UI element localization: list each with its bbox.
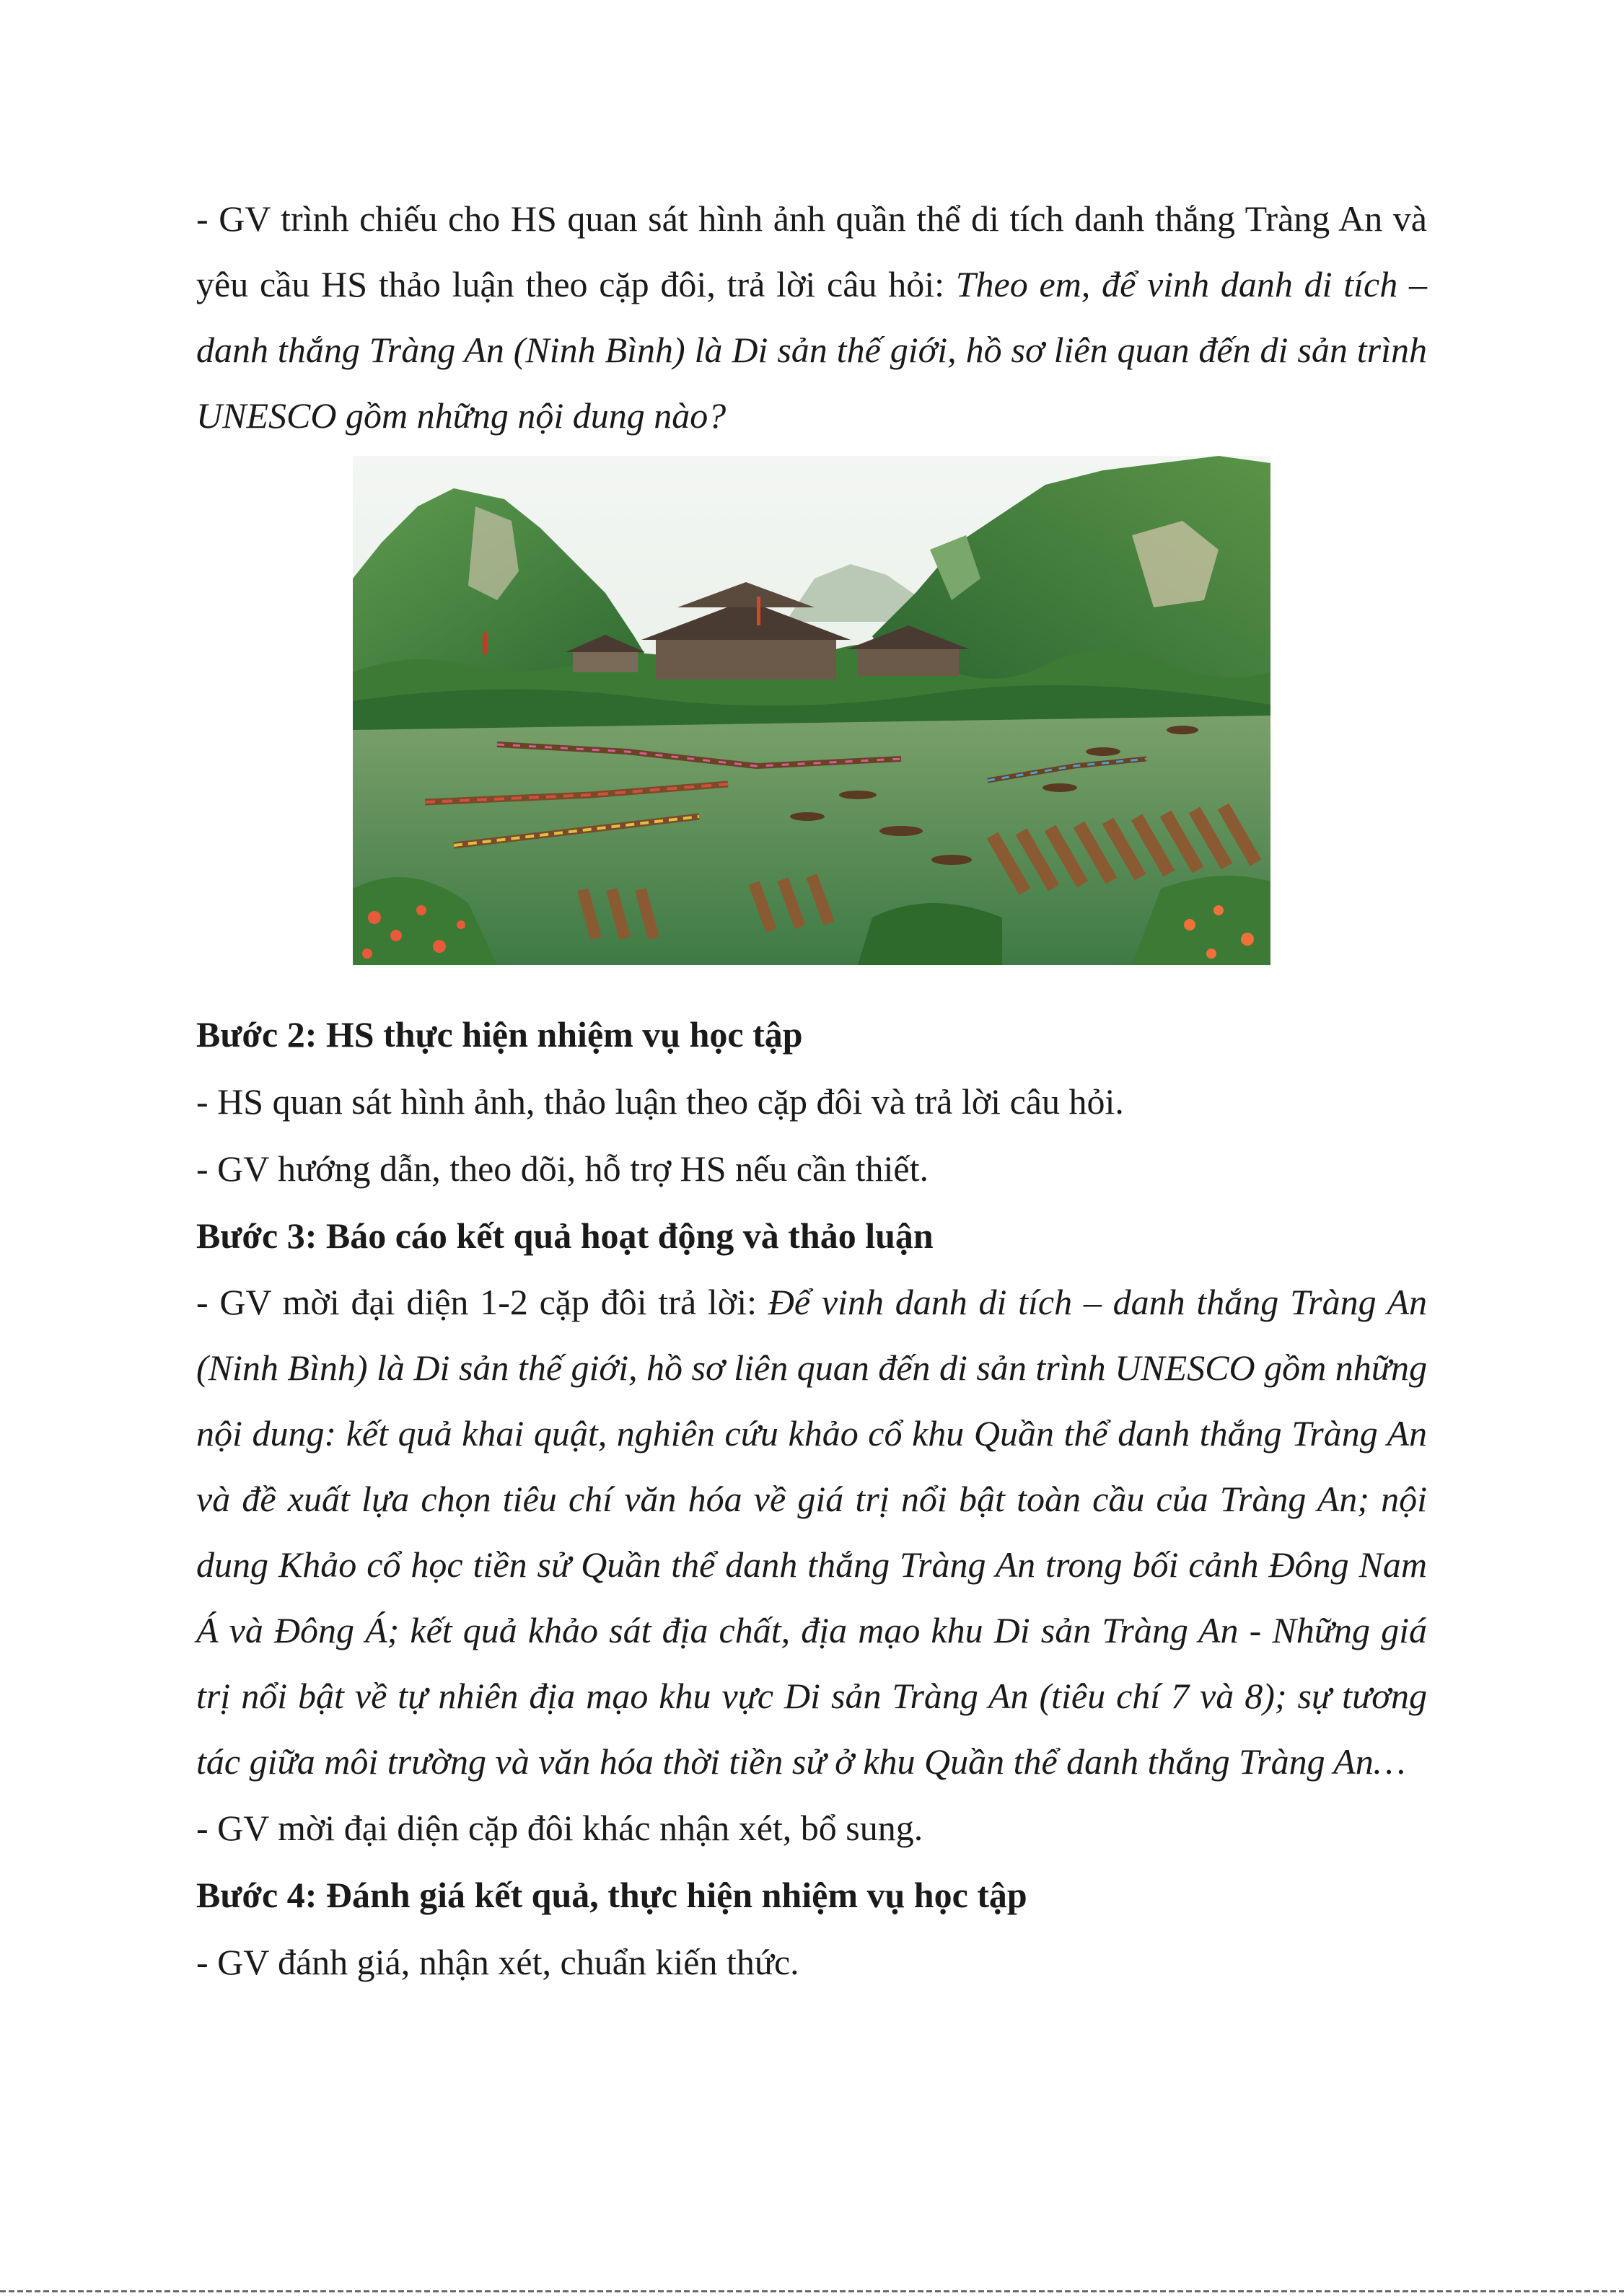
step3-answer-paragraph <box>196 1270 1427 1795</box>
step4-line-1: - GV đánh giá, nhận xét, chuẩn kiến thức. <box>196 1942 799 1982</box>
step3-closing-line: - GV mời đại diện cặp đôi khác nhận xét, bổ sung. <box>196 1808 923 1848</box>
step2-line-2: - GV hướng dẫn, theo dõi, hỗ trợ HS nếu cần thiết. <box>196 1148 929 1189</box>
step3-answer-text: Để vinh danh di tích – danh thắng Tràng An (Ninh Bình) là Di sản thế giới, hồ sơ liên quan đến di sản trình UNESCO gồm những nội dung: kết quả khai quật, nghiên cứu khảo cổ khu Quần thể danh thắng Tràng An và đề xuất lựa chọn tiêu chí văn hóa về giá trị nổi bật toàn cầu của Tràng An; nội dung Khảo cổ học tiền sử Quần thể danh thắng Tràng An trong bối cảnh Đông Nam Á và Đông Á; kết quả khảo sát địa chất, địa mạo khu Di sản Tràng An - Những giá trị nổi bật về tự nhiên địa mạo khu vực Di sản Tràng An (tiêu chí 7 và 8); sự tương tác giữa môi trường và văn hóa thời tiền sử ở khu Quần thể danh thắng Tràng An… <box>196 1282 1427 1782</box>
step2-line-1: - HS quan sát hình ảnh, thảo luận theo cặp đôi và trả lời câu hỏi. <box>196 1081 1124 1122</box>
intro-paragraph <box>196 186 1427 449</box>
intro-lead-text: - GV trình chiếu cho HS quan sát hình ảnh quần thể di tích danh thắng Tràng An và yêu cầu HS thảo luận theo cặp đôi, trả lời câu hỏi: <box>196 198 1427 304</box>
step4-heading: Bước 4: Đánh giá kết quả, thực hiện nhiệm vụ học tập <box>196 1875 1027 1915</box>
intro-question-text: Theo em, để vinh danh di tích – danh thắng Tràng An (Ninh Bình) là Di sản thế giới, hồ sơ liên quan đến di sản trình UNESCO gồm những nội dung nào? <box>196 264 1427 436</box>
landscape-illustration <box>353 456 1270 965</box>
trang-an-photo <box>353 456 1270 965</box>
step3-lead-text: - GV mời đại diện 1-2 cặp đôi trả lời: <box>196 1282 768 1322</box>
step3-heading: Bước 3: Báo cáo kết quả hoạt động và thảo luận <box>196 1215 934 1256</box>
step2-heading: Bước 2: HS thực hiện nhiệm vụ học tập <box>196 1014 803 1055</box>
document-page <box>196 186 1427 1996</box>
page-bottom-rule <box>0 2290 1624 2292</box>
